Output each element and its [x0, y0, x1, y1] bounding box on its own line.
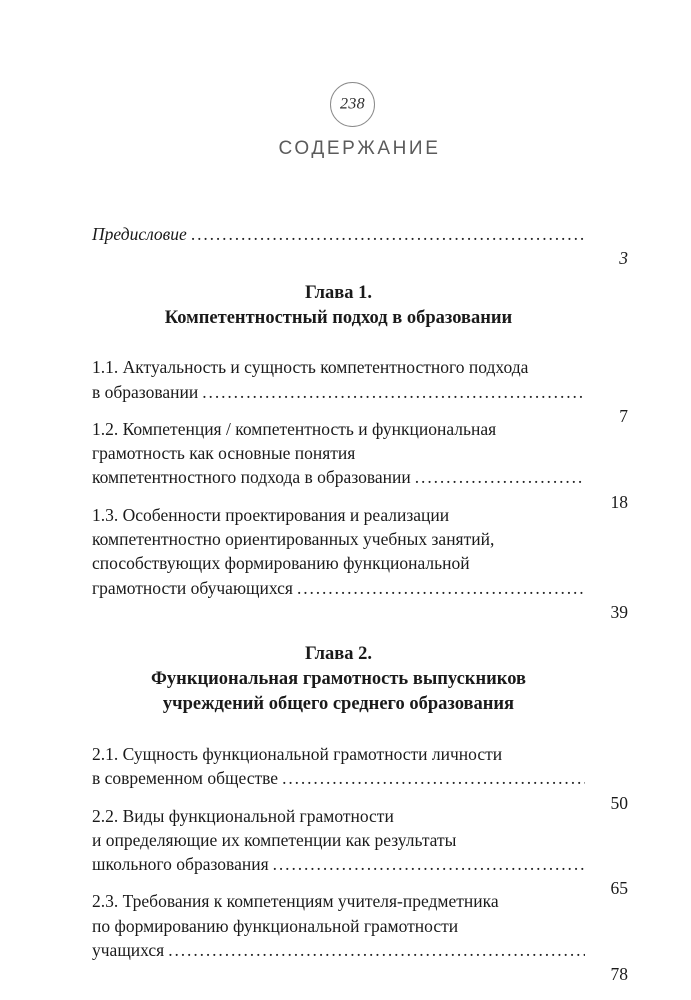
dot-leader — [273, 852, 585, 876]
toc-entry-1-3[interactable] — [92, 503, 628, 622]
spacer — [92, 600, 628, 642]
dot-leader — [297, 576, 585, 600]
spacer — [92, 404, 628, 417]
chapter-heading-1 — [92, 281, 585, 331]
toc-entry-line: по формированию функциональной грамотности — [92, 915, 459, 936]
toc-entry-1-2[interactable] — [92, 417, 628, 512]
page-number-badge — [330, 82, 375, 127]
chapter-title: Компетентностный подход в образовании — [164, 308, 513, 329]
chapter-title-continued: учреждений общего среднего образования — [162, 693, 515, 714]
spacer — [92, 246, 628, 281]
toc-entry-line: 1.1. Актуальность и сущность компетентностного подхода — [92, 357, 529, 378]
toc-entry-1-1[interactable] — [92, 355, 628, 426]
toc-entry-label: грамотности обучающихся — [92, 577, 293, 598]
spacer — [92, 717, 628, 742]
toc-entry-preface[interactable] — [92, 222, 628, 269]
toc-entry-line: грамотность как основные понятия — [92, 443, 356, 464]
toc-entry-line: 2.3. Требования к компетенциям учителя-предметника — [92, 891, 499, 912]
toc-entry-line — [92, 938, 585, 962]
chapter-number: Глава 1. — [304, 283, 373, 304]
toc-entry-line — [92, 766, 585, 790]
toc-entry-label: в образовании — [92, 381, 199, 402]
toc-entry-2-3[interactable] — [92, 889, 628, 985]
spacer — [92, 331, 628, 355]
dot-leader — [282, 766, 585, 790]
toc-entry-page: 65 — [610, 878, 628, 899]
toc-entry-line: 1.2. Компетенция / компетентность и функциональная — [92, 418, 497, 439]
toc-entry-label: Предисловие — [92, 224, 187, 244]
toc-entry-line — [92, 465, 585, 489]
dot-leader — [415, 465, 585, 489]
chapter-title: Функциональная грамотность выпускников — [151, 668, 526, 689]
toc-entry-text — [92, 889, 585, 938]
toc-entry-text — [92, 417, 585, 466]
toc-entry-2-1[interactable] — [92, 742, 628, 813]
toc-entry-line: компетентностно ориентированных учебных занятий, — [92, 529, 495, 550]
spacer — [92, 490, 628, 503]
toc-entry-page: 7 — [619, 405, 628, 426]
toc-entry-text — [92, 503, 585, 576]
toc-entry-text — [92, 355, 585, 379]
toc-entry-line — [92, 576, 585, 600]
toc-entry-page: 3 — [619, 248, 628, 269]
toc-entry-line: 2.1. Сущность функциональной грамотности личности — [92, 743, 503, 764]
table-of-contents — [92, 222, 628, 985]
page-number: 238 — [340, 95, 365, 112]
page-title: СОДЕРЖАНИЕ — [278, 138, 441, 159]
toc-entry-line: и определяющие их компетенции как результаты — [92, 829, 457, 850]
toc-entry-line — [92, 222, 585, 246]
toc-entry-page: 50 — [610, 792, 628, 813]
toc-entry-page: 18 — [610, 491, 628, 512]
toc-entry-label: школьного образования — [92, 854, 269, 875]
dot-leader — [168, 938, 585, 962]
toc-entry-text — [92, 742, 585, 766]
dot-leader — [202, 380, 585, 404]
spacer — [92, 876, 628, 889]
toc-entry-line — [92, 380, 585, 404]
chapter-number: Глава 2. — [304, 643, 373, 664]
toc-entry-label: в современном обществе — [92, 768, 279, 789]
toc-entry-page: 39 — [610, 601, 628, 622]
dot-leader — [191, 222, 585, 246]
chapter-heading-2 — [92, 642, 585, 717]
toc-entry-line — [92, 852, 585, 876]
toc-entry-label: компетентностного подхода в образовании — [92, 467, 411, 488]
toc-entry-line: 2.2. Виды функциональной грамотности — [92, 805, 394, 826]
toc-entry-2-2[interactable] — [92, 804, 628, 899]
toc-entry-label: учащихся — [92, 940, 165, 961]
toc-entry-page: 78 — [610, 964, 628, 985]
spacer — [92, 791, 628, 804]
toc-entry-text — [92, 804, 585, 853]
toc-entry-line: 1.3. Особенности проектирования и реализации — [92, 504, 450, 525]
toc-entry-line: способствующих формированию функциональной — [92, 553, 470, 574]
